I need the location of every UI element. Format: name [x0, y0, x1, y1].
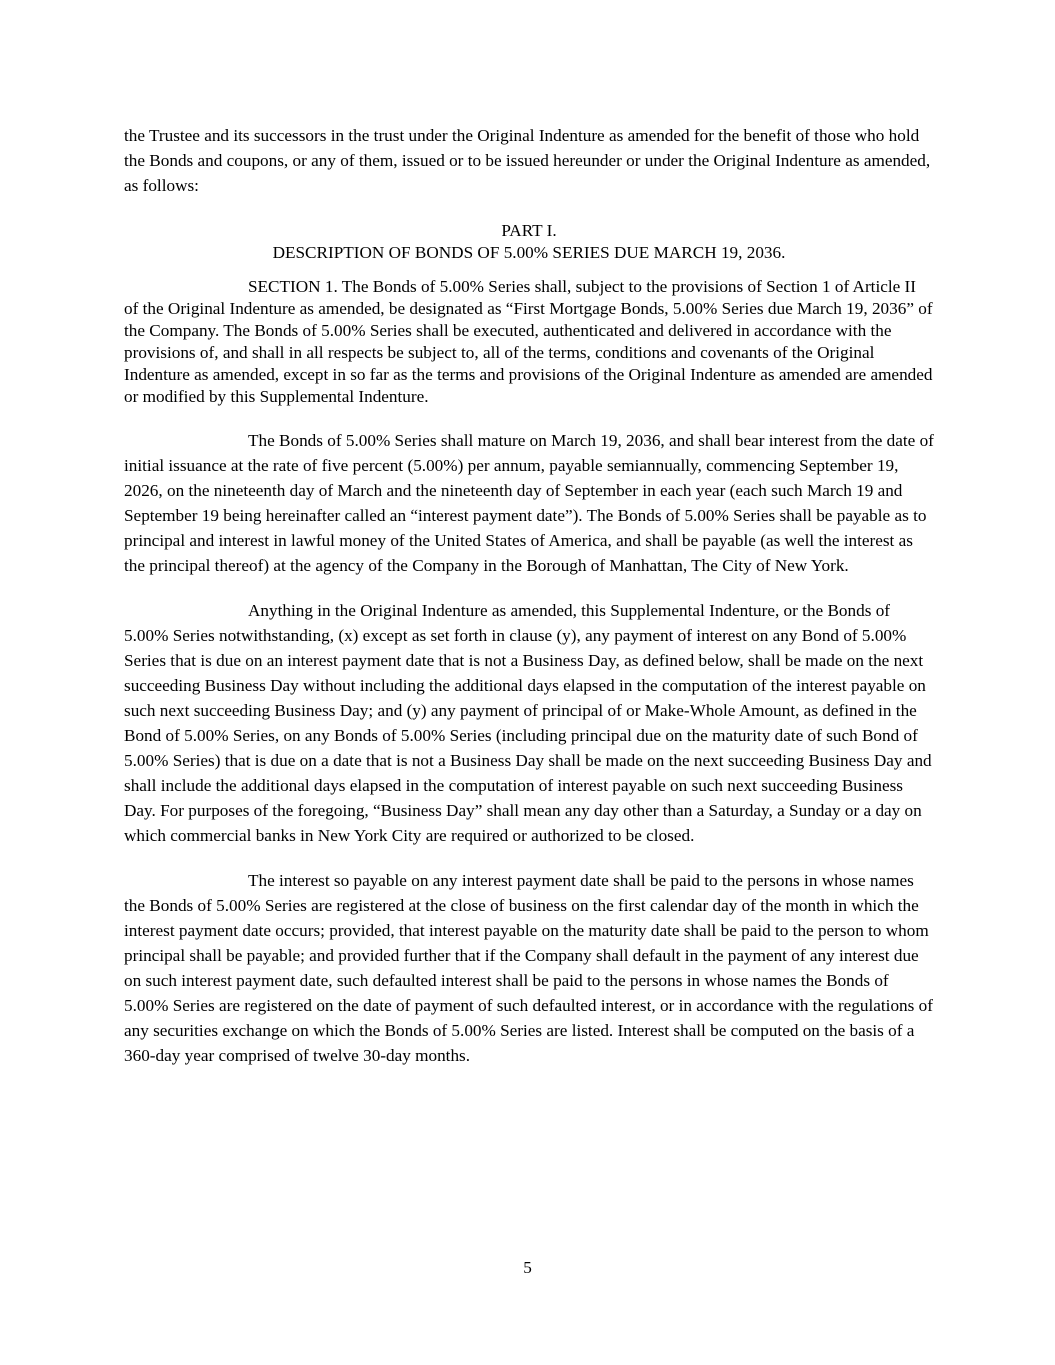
interest-payment-paragraph: The interest so payable on any interest payment date shall be paid to the persons in whose names the Bonds of 5.00% Series are registered at the close of business on the first calendar day of the month in which the interest payment date occurs; provided, that interest payable on the maturity date shall be paid to the person to whom principal shall be payable; and provided further that if the Company shall default in the payment of any interest due on such interest payment date, such defaulted interest shall be paid to the persons in whose names the Bonds of 5.00% Series are registered on the date of payment of such defaulted interest, or in accordance with the regulations of any securities exchange on which the Bonds of 5.00% Series are listed. Interest shall be computed on the basis of a 360-day year comprised of twelve 30-day months.: [124, 871, 933, 1065]
section-1-paragraph: SECTION 1. The Bonds of 5.00% Series shall, subject to the provisions of Section 1 of Article II of the Original Indenture as amended, be designated as “First Mortgage Bonds, 5.00% Series due March 19, 2036” of the Company. The Bonds of 5.00% Series shall be executed, authenticated and delivered in accordance with the provisions of, and shall in all respects be subject to, all of the terms, conditions and covenants of the Original Indenture as amended, except in so far as the terms and provisions of the Original Indenture as amended are amended or modified by this Supplemental Indenture.: [124, 277, 933, 406]
page-number: 5: [523, 1258, 532, 1277]
business-day-paragraph: Anything in the Original Indenture as amended, this Supplemental Indenture, or the Bonds of 5.00% Series notwithstanding, (x) except as set forth in clause (y), any payment of interest on any Bond of 5.00% Series that is due on an interest payment date that is not a Business Day, as defined below, shall be made on the next succeeding Business Day without including the additional days elapsed in the computation of the interest payable on such next succeeding Business Day; and (y) any payment of principal of or Make-Whole Amount, as defined in the Bond of 5.00% Series, on any Bonds of 5.00% Series (including principal due on the maturity date of such Bond of 5.00% Series) that is due on a date that is not a Business Day shall be made on the next succeeding Business Day and shall include the additional days elapsed in the computation of interest payable on such next succeeding Business Day. For purposes of the foregoing, “Business Day” shall mean any day other than a Saturday, a Sunday or a day on which commercial banks in New York City are required or authorized to be closed.: [124, 601, 932, 845]
part-heading: [124, 220, 934, 264]
intro-paragraph: the Trustee and its successors in the trust under the Original Indenture as amended for the benefit of those who hold the Bonds and coupons, or any of them, issued or to be issued hereunder or under the Original Indenture as amended, as follows:: [124, 126, 931, 195]
part-subtitle: DESCRIPTION OF BONDS OF 5.00% SERIES DUE MARCH 19, 2036.: [272, 243, 786, 262]
document-page: [124, 123, 934, 1068]
maturity-paragraph: The Bonds of 5.00% Series shall mature on March 19, 2036, and shall bear interest from the date of initial issuance at the rate of five percent (5.00%) per annum, payable semiannually, commencing September 19, 2026, on the nineteenth day of March and the nineteenth day of September in each year (each such March 19 and September 19 being hereinafter called an “interest payment date”). The Bonds of 5.00% Series shall be payable as to principal and interest in lawful money of the United States of America, and shall be payable (as well the interest as the principal thereof) at the agency of the Company in the Borough of Manhattan, The City of New York.: [124, 431, 934, 575]
part-title: PART I.: [501, 221, 557, 240]
